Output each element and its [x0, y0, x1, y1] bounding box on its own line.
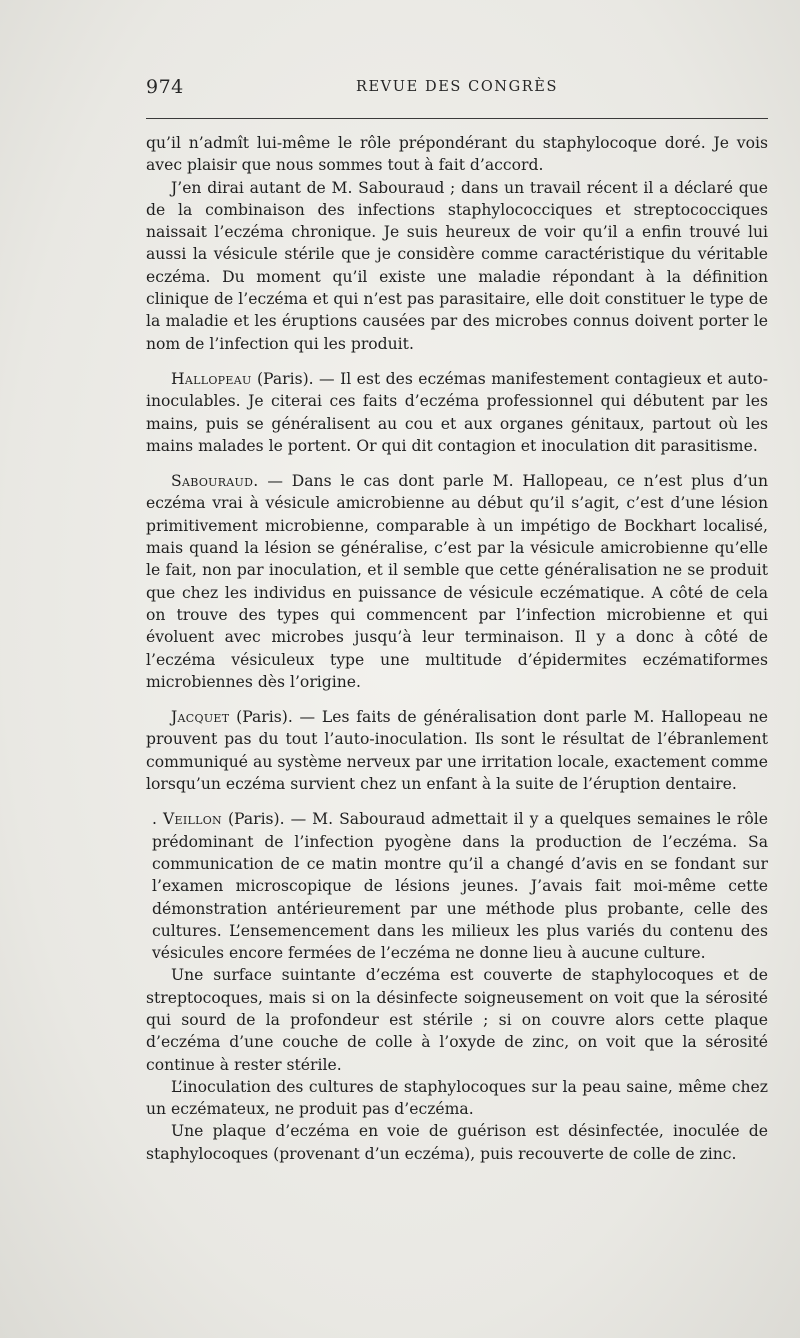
paragraph-text: Une surface suintante d’eczéma est couverte de staphylocoques et de streptocoques, mais si on la désinfecte soigneusement on voit que la sérosité qui sourd de la profondeur est stérile ; si on couvre alors cette plaque d’eczéma d’une couche de colle à l’oxyde de zinc, on voit que la sérosité continue à rester stérile. [146, 966, 768, 1074]
speaker-name: Jacquet [171, 708, 230, 727]
page-number: 974 [146, 76, 184, 98]
paragraph-text: Une plaque d’eczéma en voie de guérison est désinfectée, inoculée de staphylocoques (provenant d’un eczéma), puis recouverte de colle de zinc. [146, 1122, 768, 1163]
paragraph-text: qu’il n’admît lui-même le rôle prépondérant du staphylocoque doré. Je vois avec plaisir que nous sommes tout à fait d’accord. [146, 134, 768, 175]
speaker-name: Veillon [162, 810, 222, 829]
running-title: REVUE DES CONGRÈS [355, 79, 559, 95]
paragraph [146, 368, 768, 457]
paragraph [146, 808, 768, 964]
paragraph-text: (Paris). — M. Sabouraud admettait il y a quelques semaines le rôle prédominant de l’infection pyogène dans la production de l’eczéma. Sa communication de ce matin montre qu’il a changé d’avis en se fondant sur l’examen microscopique de lésions jeunes. J’avais fait moi-même cette démonstration antérieurement par une méthode plus probante, celle des cultures. L’ensemencement dans les milieux les plus variés du contenu des vésicules encore fermées de l’eczéma ne donne lieu à aucune culture. [152, 810, 768, 963]
speaker-prefix: . [152, 810, 163, 829]
paragraph [146, 132, 768, 177]
speaker-name: Hallopeau [171, 369, 252, 388]
paragraph [146, 470, 768, 693]
body-text [146, 132, 768, 1165]
paragraph [146, 964, 768, 1075]
paragraph-text: (Paris). — Il est des eczémas manifestement contagieux et auto-inoculables. Je citerai ces faits d’eczéma professionnel qui débutent par les mains, puis se généralisent au cou et aux organes génitaux, partout où les mains malades le portent. Or qui dit contagion et inoculation dit parasitisme. [146, 369, 768, 455]
paragraph-text: — Dans le cas dont parle M. Hallopeau, ce n’est plus d’un eczéma vrai à vésicule amicrobienne au début qu’il s’agit, c’est d’une lésion primitivement microbienne, comparable à un impétigo de Bockhart localisé, mais quand la lésion se généralise, c’est par la vésicule amicrobienne qu’elle le fait, non par inoculation, et il semble que cette généralisation ne se produit que chez les individus en puissance de vésicule eczématique. A côté de cela on trouve des types qui commencent par l’infection microbienne et qui évoluent avec microbes jusqu’à leur terminaison. Il y a donc à côté de l’eczéma vésiculeux type une multitude d’épidermites eczématiformes microbiennes dès l’origine. [146, 472, 768, 691]
paragraph [146, 706, 768, 795]
paragraph-text: J’en dirai autant de M. Sabouraud ; dans un travail récent il a déclaré que de la combinaison des infections staphylococciques et streptococciques naissait l’eczéma chronique. Je suis heureux de voir qu’il a enfin trouvé lui aussi la vésicule stérile que je considère comme caractéristique du véritable eczéma. Du moment qu’il existe une maladie répondant à la définition clinique de l’eczéma et qui n’est pas parasitaire, elle doit constituer le type de la maladie et les éruptions causées par des microbes connus doivent porter le nom de l’infection qui les produit. [146, 178, 768, 353]
page-header [146, 76, 768, 106]
paragraph-text: (Paris). — Les faits de généralisation dont parle M. Hallopeau ne prouvent pas du tout l’auto-inoculation. Ils sont le résultat de l’ébranlement communiqué au système nerveux par une irritation locale, exactement comme lorsqu’un eczéma survient chez un enfant à la suite de l’éruption dentaire. [146, 708, 768, 794]
speaker-name: Sabouraud. [171, 472, 259, 491]
paragraph [146, 177, 768, 355]
paragraph [146, 1076, 768, 1121]
paragraph-text: L’inoculation des cultures de staphylocoques sur la peau saine, même chez un eczémateux, ne produit pas d’eczéma. [146, 1077, 768, 1119]
header-rule [146, 118, 768, 119]
paragraph [146, 1120, 768, 1165]
